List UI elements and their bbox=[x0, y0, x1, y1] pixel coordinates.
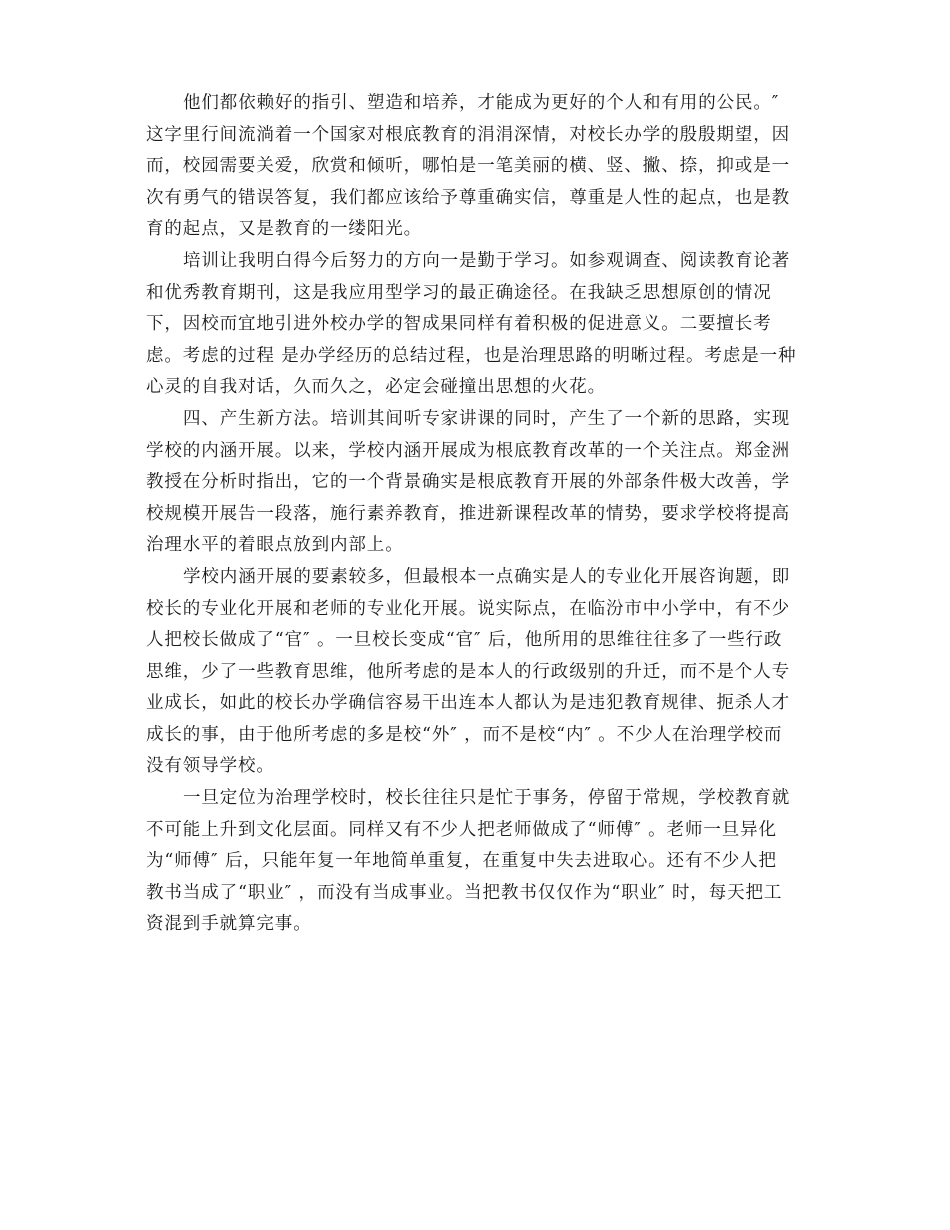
text-line: 没有领导学校。 bbox=[146, 756, 275, 777]
text-line: 校长的专业化开展和老师的专业化开展。说实际点，在临汾市中小学中，有不少 bbox=[146, 598, 790, 619]
text-line: 治理水平的着眼点放到内部上。 bbox=[146, 535, 404, 556]
text-line: 成长的事，由于他所考虑的多是校“外″ ，而不是校“内″ 。不少人在治理学校而 bbox=[146, 724, 783, 745]
text-line: 教书当成了“职业″ ，而没有当成事业。当把教书仅仅作为“职业″ 时，每天把工 bbox=[146, 882, 783, 903]
text-line: 次有勇气的错误答复，我们都应该给予尊重确实信，尊重是人性的起点，也是教 bbox=[146, 187, 790, 208]
paragraph-first-line: 学校内涵开展的要素较多，但最根本一点确实是人的专业化开展咨询题，即 bbox=[183, 566, 791, 587]
text-line: 资混到手就算完事。 bbox=[146, 914, 312, 935]
text-line: 思维，少了一些教育思维，他所考虑的是本人的行政级别的升迁，而不是个人专 bbox=[146, 661, 790, 682]
text-line: 不可能上升到文化层面。同样又有不少人把老师做成了“师傅″ 。老师一旦异化 bbox=[146, 819, 777, 840]
text-line: 教授在分析时指出，它的一个背景确实是根底教育开展的外部条件极大改善，学 bbox=[146, 472, 790, 493]
paragraph-first-line: 培训让我明白得今后努力的方向一是勤于学习。如参观调查、阅读教育论著 bbox=[183, 250, 791, 271]
text-line: 校规模开展告一段落，施行素养教育，推进新课程改革的情势，要求学校将提高 bbox=[146, 503, 790, 524]
text-line: 心灵的自我对话，久而久之，必定会碰撞出思想的火花。 bbox=[146, 377, 606, 398]
text-line: 学校的内涵开展。以来，学校内涵开展成为根底教育改革的一个关注点。郑金洲 bbox=[146, 440, 790, 461]
text-line: 而，校园需要关爱，欣赏和倾听，哪怕是一笔美丽的横、竖、撇、捺，抑或是一 bbox=[146, 156, 790, 177]
text-line: 人把校长做成了“官″ 。一旦校长变成“官″ 后，他所用的思维往往多了一些行政 bbox=[146, 630, 783, 651]
paragraph-first-line: 他们都依赖好的指引、塑造和培养，才能成为更好的个人和有用的公民。″ bbox=[183, 93, 780, 113]
text-line: 和优秀教育期刊，这是我应用型学习的最正确途径。在我缺乏思想原创的情况 bbox=[146, 282, 772, 303]
text-line: 业成长，如此的校长办学确信容易干出连本人都认为是违犯教育规律、扼杀人才 bbox=[146, 693, 790, 714]
paragraph-first-line: 四、产生新方法。培训其间听专家讲课的同时，产生了一个新的思路，实现 bbox=[183, 408, 791, 429]
text-line: 为“师傅″ 后，只能年复一年地简单重复，在重复中失去进取心。还有不少人把 bbox=[146, 851, 777, 872]
text-line: 下，因校而宜地引进外校办学的智成果同样有着积极的促进意义。二要擅长考 bbox=[146, 314, 772, 335]
text-line: 育的起点，又是教育的一缕阳光。 bbox=[146, 219, 422, 240]
document-body bbox=[146, 88, 806, 941]
paragraph-first-line: 一旦定位为治理学校时，校长往往只是忙于事务，停留于常规，学校教育就 bbox=[183, 788, 791, 809]
text-line: 这字里行间流淌着一个国家对根底教育的涓涓深情，对校长办学的殷殷期望，因 bbox=[146, 124, 790, 145]
text-line: 虑。考虑的过程 是办学经历的总结过程，也是治理思路的明晰过程。考虑是一种 bbox=[146, 345, 797, 366]
